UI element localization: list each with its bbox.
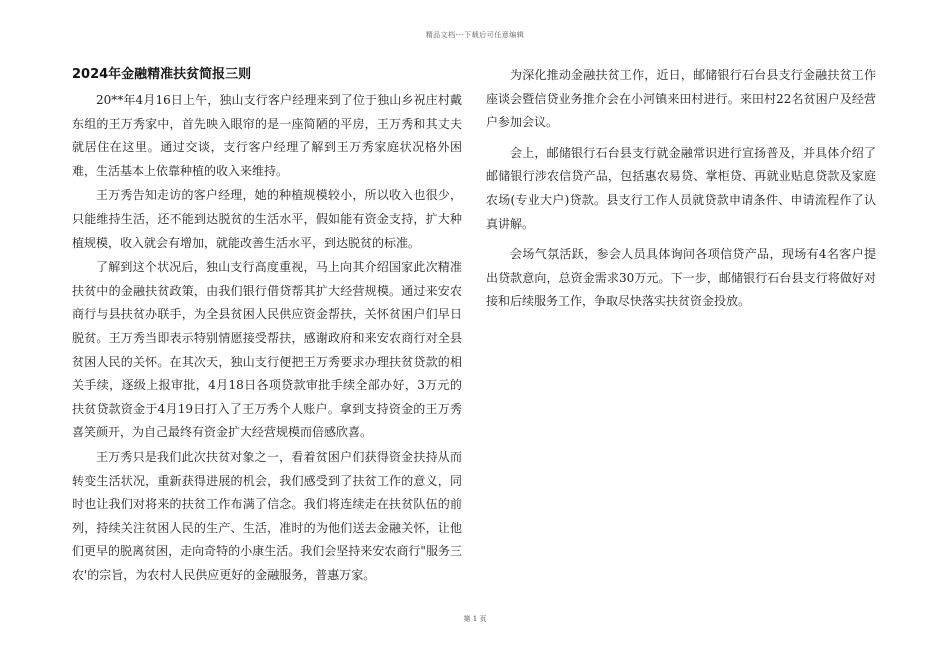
document-title: 2024年金融精准扶贫简报三则: [72, 67, 252, 82]
left-paragraph-2: 王万秀告知走访的客户经理，她的种植规模较小，所以收入也很少，只能维持生活，还不能到达脱贫的生活水平，假如能有资金支持，扩大种植规模，收入就会有增加，就能改善生活水平，到达脱贫的标准。: [72, 188, 462, 250]
right-paragraph-3: 会场气氛活跃，参会人员具体询问各项信贷产品，现场有4名客户提出贷款意向，总资金需求30万元。下一步，邮储银行石台县支行将做好对接和后续服务工作，争取尽快落实扶贫资金投放。: [486, 247, 876, 309]
right-paragraph-1: 为深化推动金融扶贫工作，近日，邮储银行石台县支行金融扶贫工作座谈会暨信贷业务推介会在小河镇来田村进行。来田村22名贫困户及经营户参加会议。: [486, 68, 876, 130]
left-paragraph-4: 王万秀只是我们此次扶贫对象之一，看着贫困户们获得资金扶持从而转变生活状况，重新获得进展的机会，我们感受到了扶贫工作的意义，同时也让我们对将来的扶贫工作布满了信念。我们将连续走在扶贫队伍的前列，持续关注贫困人民的生产、生活，准时的为他们送去金融关怀，让他们更早的脱离贫困，走向奇特的小康生活。我们会坚持来安农商行"服务三农'的宗旨，为农村人民供应更好的金融服务，普惠万家。: [72, 449, 462, 582]
left-paragraph-3: 了解到这个状况后，独山支行高度重视，马上向其介绍国家此次精准扶贫中的金融扶贫政策，由我们银行借贷帮其扩大经营规模。通过来安农商行与县扶贫办联手，为全县贫困人民供应资金帮扶，关怀贫困户们早日脱贫。王万秀当即表示特别情愿接受帮扶，感谢政府和来安农商行对全县贫困人民的关怀。在其次天，独山支行便把王万秀要求办理扶贫贷款的相关手续，逐级上报审批，4月18日各项贷款审批手续全部办好，3万元的扶贫贷款资金于4月19日打入了王万秀个人账户。拿到支持资金的王万秀喜笑颜开，为自己最终有资金扩大经营规模而倍感欣喜。: [72, 260, 462, 440]
header-note: 精品文档---下载后可任意编辑: [425, 31, 525, 39]
right-column: [486, 64, 876, 321]
left-paragraph-1: 20**年4月16日上午，独山支行客户经理来到了位于独山乡祝庄村戴东组的王万秀家中，首先映入眼帘的是一座简陋的平房，王万秀和其丈夫就居住在这里。通过交谈，支行客户经理了解到王万秀家庭状况格外困难，生活基本上依靠种植的收入来维持。: [72, 93, 462, 178]
right-paragraph-2: 会上，邮储银行石台县支行就金融常识进行宣扬普及，并具体介绍了邮储银行涉农信贷产品，包括惠农易贷、掌柜贷、再就业贴息贷款及家庭农场(专业大户)贷款。县支行工作人员就贷款申请条件、申请流程作了认真讲解。: [486, 145, 876, 231]
left-column: [72, 64, 462, 588]
page-number: 第 1 页: [463, 615, 487, 623]
